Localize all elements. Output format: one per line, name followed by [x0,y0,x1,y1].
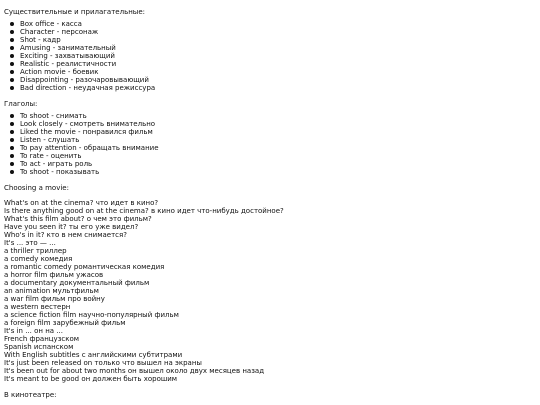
nouns-adjectives-list [4,20,540,92]
phrase-line: a documentary документальный фильм [4,279,150,287]
phrase-line: Who's in it? кто в нем снимается? [4,231,127,239]
phrase-line: What's on at the cinema? что идет в кино? [4,199,159,207]
bullet-icon [10,86,14,90]
phrase-line: a war film фильм про войну [4,295,105,303]
bullet-icon [10,78,14,82]
list-item [20,44,540,52]
bullet-icon [10,138,14,142]
list-item-text: To rate - оценить [20,152,82,160]
list-item-text: Listen - слушать [20,136,80,144]
phrase-line: a science fiction film научно-популярный фильм [4,311,179,319]
bullet-icon [10,162,14,166]
list-item [20,76,540,84]
bullet-icon [10,62,14,66]
nouns-adjectives-heading: Существительные и прилагательные: [4,8,145,16]
list-item [20,120,540,128]
list-item-text: Bad direction - неудачная режиссура [20,84,156,92]
section-spacer [4,92,540,100]
bullet-icon [10,130,14,134]
phrase-line: a comedy комедия [4,255,73,263]
list-item [20,136,540,144]
phrase-line: a horror film фильм ужасов [4,271,104,279]
list-item [20,20,540,28]
bullet-icon [10,146,14,150]
bullet-icon [10,154,14,158]
list-item-text: Look closely - смотреть внимательно [20,120,156,128]
list-item-text: Box office - касса [20,20,82,28]
list-item-text: Shot - кадр [20,36,61,44]
list-item-text: Amusing - занимательный [20,44,116,52]
phrase-line: Spanish испанском [4,343,74,351]
list-item-text: To pay attention - обращать внимание [20,144,159,152]
list-item [20,60,540,68]
list-item-text: Action movie - боевик [20,68,99,76]
list-item [20,144,540,152]
phrase-line: With English subtitles с английскими субтитрами [4,351,183,359]
phrase-line: a romantic comedy романтическая комедия [4,263,165,271]
bullet-icon [10,46,14,50]
list-item [20,152,540,160]
list-item-text: Character - персонаж [20,28,99,36]
section-spacer [4,176,540,184]
section-spacer [4,383,540,391]
phrase-line: It's meant to be good он должен быть хорошим [4,375,178,383]
phrase-line: a foreign film зарубежный фильм [4,319,126,327]
bullet-icon [10,114,14,118]
verbs-heading: Глаголы: [4,100,38,108]
phrase-line: Is there anything good on at the cinema? в кино идет что-нибудь достойное? [4,207,284,215]
list-item [20,128,540,136]
list-item-text: Exciting - захватывающий [20,52,115,60]
list-item [20,28,540,36]
bullet-icon [10,170,14,174]
list-item-text: Realistic - реалистичности [20,60,117,68]
bullet-icon [10,22,14,26]
phrase-line: a western вестерн [4,303,71,311]
bullet-icon [10,54,14,58]
phrase-line: It's ... это — ... [4,239,56,247]
list-item [20,160,540,168]
phrase-line: It's been out for about two months он вышел около двух месяцев назад [4,367,265,375]
phrase-line: What's this film about? о чем это фильм? [4,215,152,223]
bullet-icon [10,70,14,74]
list-item-text: To shoot - снимать [20,112,87,120]
phrase-line: It's just been released on только что вышел на экраны [4,359,202,367]
bullet-icon [10,30,14,34]
list-item-text: Disappointing - разочаровывающий [20,76,149,84]
phrase-line: an animation мультфильм [4,287,99,295]
phrase-line: It's in ... он на ... [4,327,63,335]
phrase-line: a thriller триллер [4,247,67,255]
list-item [20,84,540,92]
at-cinema-heading: В кинотеатре: [4,391,57,399]
list-item [20,68,540,76]
choosing-movie-phrases [4,199,540,383]
list-item [20,52,540,60]
choosing-movie-heading: Choosing a movie: [4,184,69,192]
list-item-text: Liked the movie - понравился фильм [20,128,153,136]
list-item-text: To shoot - показывать [20,168,100,176]
list-item [20,112,540,120]
phrase-line: Have you seen it? ты его уже видел? [4,223,139,231]
bullet-icon [10,122,14,126]
list-item [20,36,540,44]
list-item-text: To act - играть роль [20,160,93,168]
verbs-list [4,112,540,176]
phrase-line: French французском [4,335,80,343]
bullet-icon [10,38,14,42]
list-item [20,168,540,176]
